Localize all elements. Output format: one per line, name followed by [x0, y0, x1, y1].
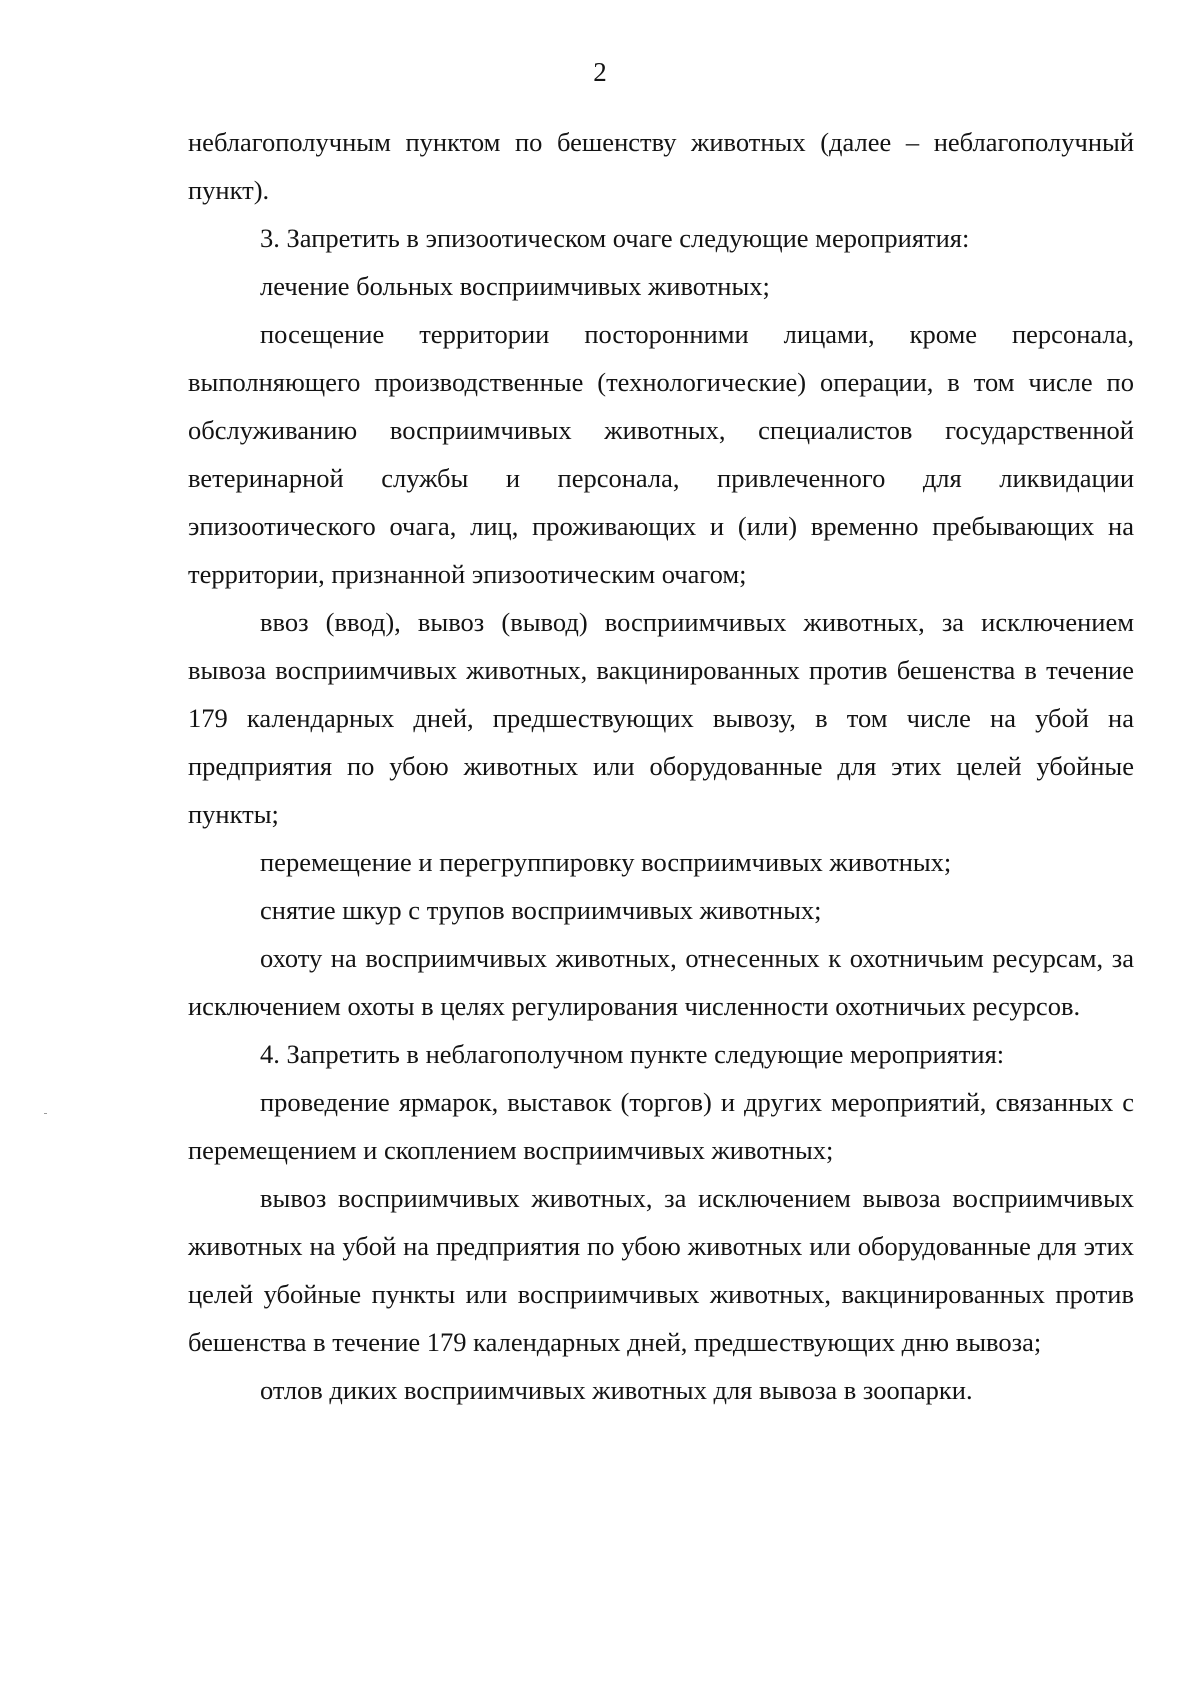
paragraph-export-ban: вывоз восприимчивых животных, за исключением вывоза восприимчивых животных на убой на предприятия по убою животных или оборудованные для этих целей убойные пункты или восприимчивых животных, вакцинированных против бешенства в течение 179 календарных дней, предшествующих дню вывоза; — [188, 1183, 1134, 1357]
paragraph-skinning-ban: снятие шкур с трупов восприимчивых животных; — [260, 895, 822, 925]
paragraph-hunting-ban: охоту на восприимчивых животных, отнесенных к охотничьим ресурсам, за исключением охоты в целях регулирования численности охотничьих ресурсов. — [188, 943, 1134, 1021]
paragraph-visit-ban: посещение территории посторонними лицами, кроме персонала, выполняющего производственные (технологические) операции, в том числе по обслуживанию восприимчивых животных, специалистов государственной ветеринарной службы и персонала, привлеченного для ликвидации эпизоотического очага, лиц, проживающих и (или) временно пребывающих на территории, признанной эпизоотическим очагом; — [188, 319, 1134, 589]
paragraph-capture-ban: отлов диких восприимчивых животных для вывоза в зоопарки. — [260, 1375, 973, 1405]
paragraph-fairs-ban: проведение ярмарок, выставок (торгов) и других мероприятий, связанных с перемещением и скоплением восприимчивых животных; — [188, 1087, 1134, 1165]
paragraph-item-4-heading: 4. Запретить в неблагополучном пункте следующие мероприятия: — [260, 1039, 1005, 1069]
paragraph-import-export-ban: ввоз (ввод), вывоз (вывод) восприимчивых животных, за исключением вывоза восприимчивых животных, вакцинированных против бешенства в течение 179 календарных дней, предшествующих вывозу, в том числе на убой на предприятия по убою животных или оборудованные для этих целей убойные пункты; — [188, 607, 1134, 829]
paragraph-item-3-heading: 3. Запретить в эпизоотическом очаге следующие мероприятия: — [260, 223, 970, 253]
scan-margin-mark — [44, 1113, 47, 1114]
paragraph-continuation: неблагополучным пунктом по бешенству животных (далее – неблагополучный пункт). — [188, 127, 1134, 205]
paragraph-regrouping-ban: перемещение и перегруппировку восприимчивых животных; — [260, 847, 952, 877]
page-number: 2 — [593, 57, 607, 87]
paragraph-treatment-ban: лечение больных восприимчивых животных; — [260, 271, 770, 301]
document-body — [188, 118, 1134, 1414]
